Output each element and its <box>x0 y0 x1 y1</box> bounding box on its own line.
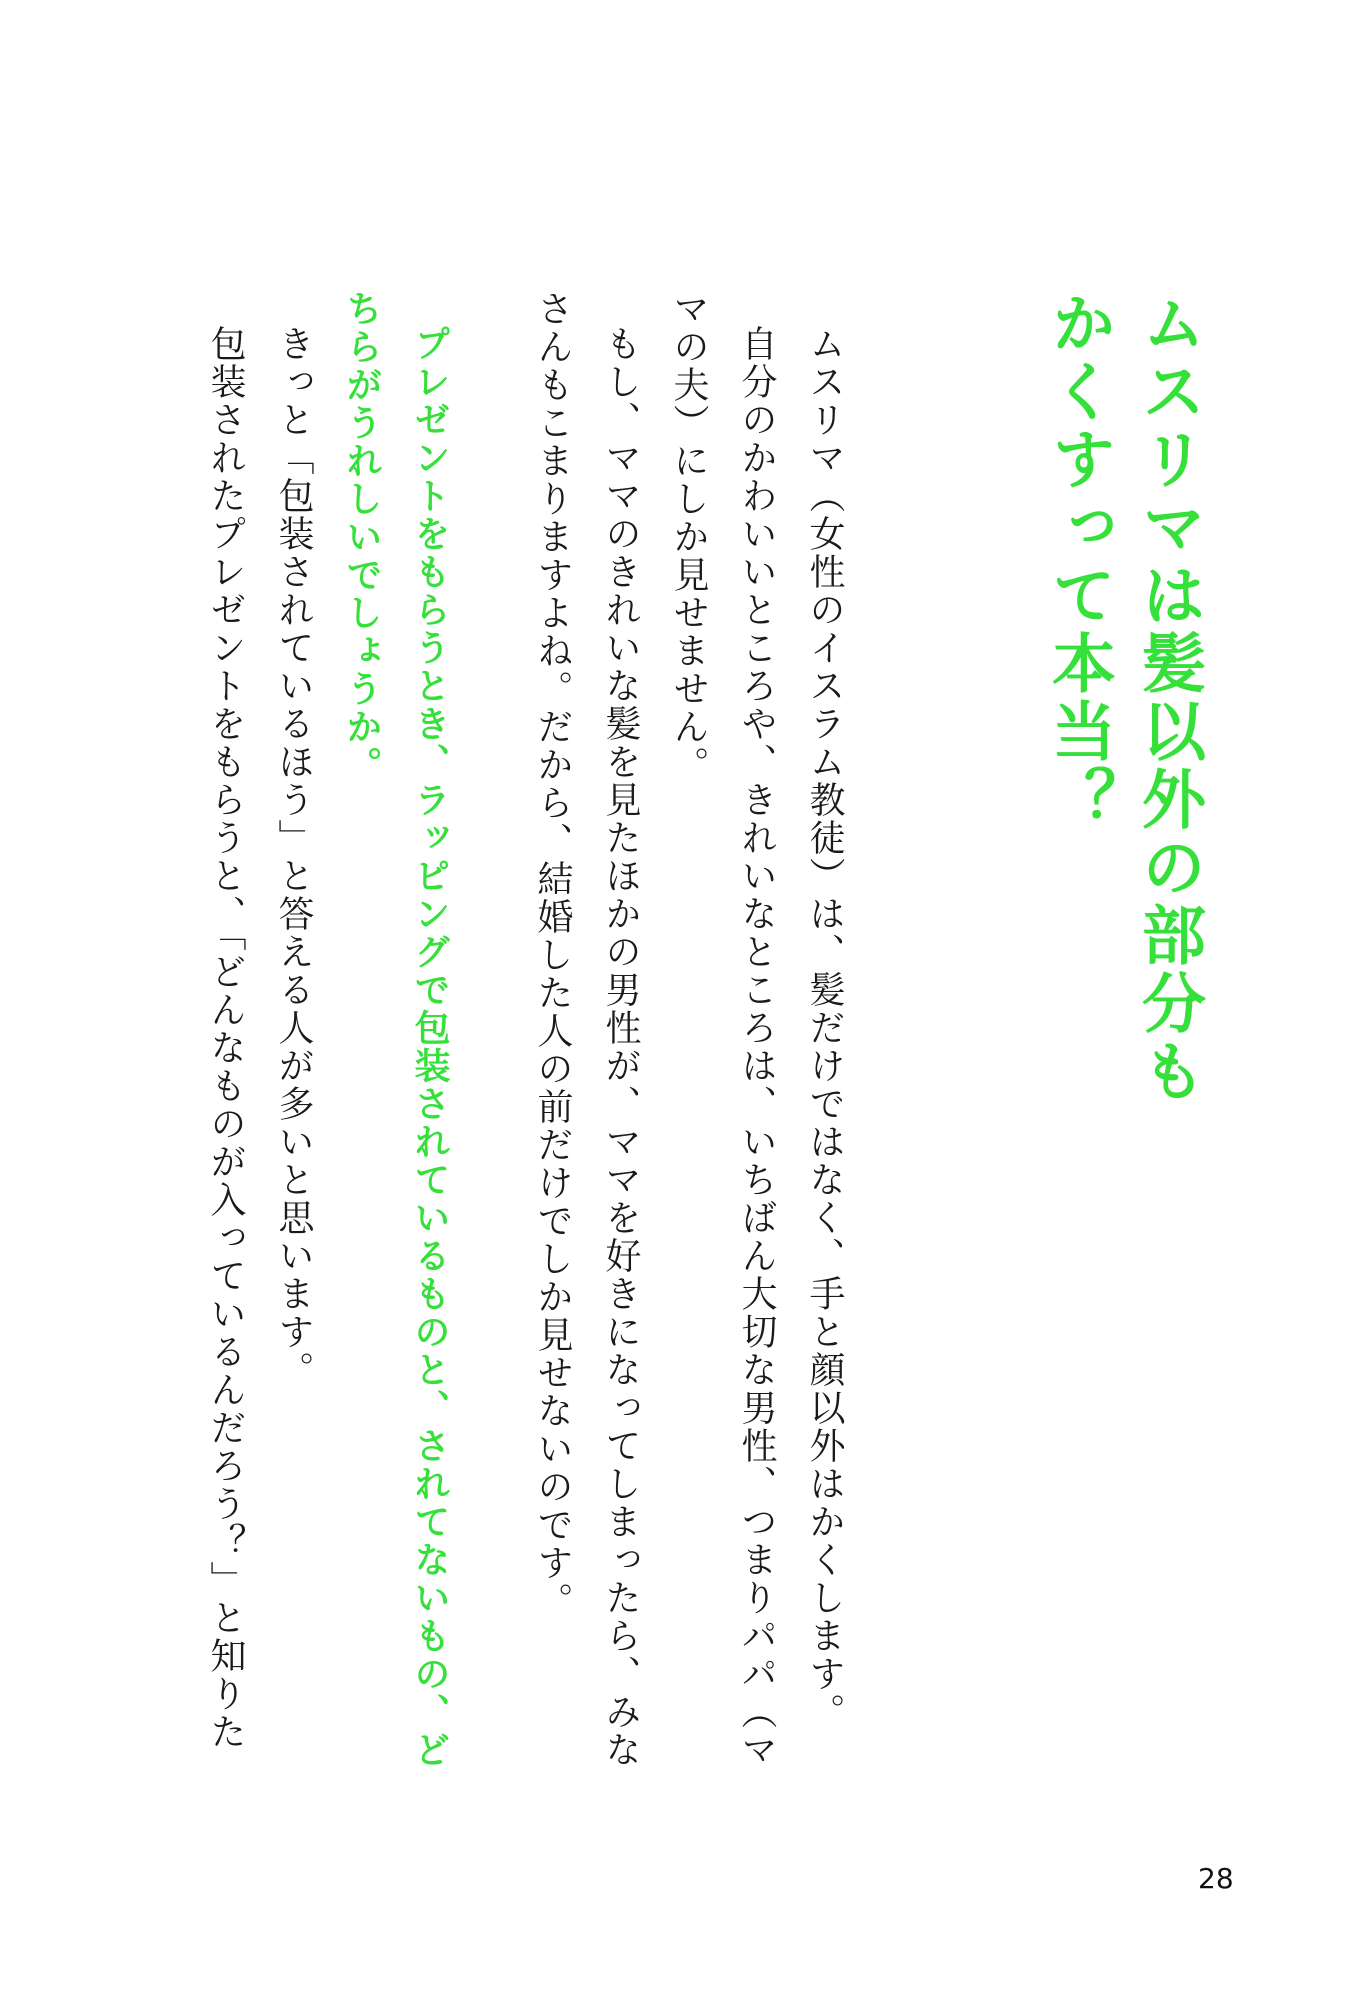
body-line: さんもこまりますよね。だから、結婚した人の前だけでしか見せないのです。 <box>532 290 573 1620</box>
emphasis-line: プレゼントをもらうとき、ラッピングで包装されているものと、されてないもの、ど <box>409 325 450 1769</box>
body-line: きっと「包装されているほう」と答える人が多いと思います。 <box>273 325 314 1389</box>
body-line: 自分のかわいいところや、きれいなところは、いちばん大切な男性、つまりパパ（マ <box>736 325 777 1769</box>
chapter-title-line-2: かくすって本当？ <box>1041 290 1115 834</box>
body-line: ムスリマ（女性のイスラム教徒）は、髪だけではなく、手と顔以外はかくします。 <box>804 325 845 1731</box>
page-number: 28 <box>1198 1862 1234 1895</box>
emphasis-line: ちらがうれしいでしょうか。 <box>341 290 382 784</box>
body-line: 包装されたプレゼントをもらうと、「どんなものが入っているんだろう？」と知りた <box>205 325 246 1751</box>
chapter-title-line-1: ムスリマは髪以外の部分も <box>1131 290 1205 1106</box>
body-line: もし、ママのきれいな髪を見たほかの男性が、ママを好きになってしまったら、みな <box>600 325 641 1769</box>
body-line: マの夫）にしか見せません。 <box>668 290 709 784</box>
